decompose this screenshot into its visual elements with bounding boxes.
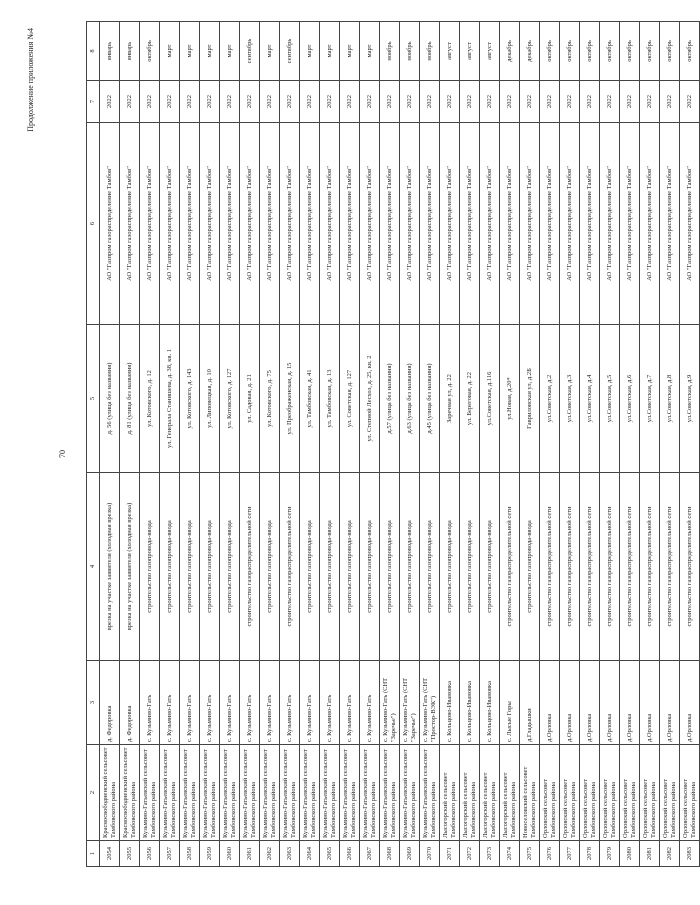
- organization-cell: АО "Газпром газораспределение Тамбов": [500, 123, 520, 325]
- address-cell: ул.Советская, д.4: [580, 325, 600, 473]
- district-cell: Кузьмино-Гатьевский сельсовет Тамбовского района: [320, 745, 340, 841]
- district-cell: Кузьмино-Гатьевский сельсовет Тамбовского района: [300, 745, 320, 841]
- organization-cell: АО "Газпром газораспределение Тамбов": [520, 123, 540, 325]
- row-number: 2054: [100, 841, 120, 867]
- locality-cell: д.Орловка: [600, 661, 620, 745]
- table-row: [420, 22, 440, 867]
- table-row: [560, 22, 580, 867]
- locality-cell: с. Кузьмино-Гать: [300, 661, 320, 745]
- gasification-table: [86, 21, 700, 867]
- row-number: 2082: [660, 841, 680, 867]
- address-cell: ул.Советская, д.5: [600, 325, 620, 473]
- table-row: [340, 22, 360, 867]
- district-cell: Кузьмино-Гатьевский сельсовет Тамбовского района: [360, 745, 380, 841]
- row-number: 2075: [520, 841, 540, 867]
- row-number: 2060: [220, 841, 240, 867]
- organization-cell: АО "Газпром газораспределение Тамбов": [120, 123, 140, 325]
- work-type-cell: строительство газораспределительной сети: [640, 473, 660, 661]
- address-cell: д. 81 (улица без названия): [120, 325, 140, 473]
- month-cell: ноябрь: [380, 22, 400, 81]
- month-cell: март: [160, 22, 180, 81]
- address-cell: ул.Советская, д.9: [680, 325, 700, 473]
- table-row: [600, 22, 620, 867]
- row-number: 2067: [360, 841, 380, 867]
- district-cell: Кузьмино-Гатьевский сельсовет Тамбовского района: [340, 745, 360, 841]
- year-cell: 2022: [340, 81, 360, 123]
- month-cell: март: [360, 22, 380, 81]
- year-cell: 2022: [620, 81, 640, 123]
- district-cell: Кузьмино-Гатьевский сельсовет Тамбовского района: [400, 745, 420, 841]
- district-cell: Орловский сельсовет Тамбовского района: [620, 745, 640, 841]
- work-type-cell: врезка на участке заявителя (холодная врезка): [100, 473, 120, 661]
- work-type-cell: строительство газопровода-ввода: [140, 473, 160, 661]
- table-row: [360, 22, 380, 867]
- work-type-cell: строительство газораспределительной сети: [580, 473, 600, 661]
- month-cell: октябрь: [680, 22, 700, 81]
- year-cell: 2022: [220, 81, 240, 123]
- address-cell: ул. Котовского, д. 75: [260, 325, 280, 473]
- district-cell: Лысогорский сельсовет Тамбовского района: [500, 745, 520, 841]
- work-type-cell: строительство газопровода-ввода: [200, 473, 220, 661]
- address-cell: ул. Котовского, д. 143: [180, 325, 200, 473]
- month-cell: январь: [100, 22, 120, 81]
- district-cell: Кузьмино-Гатьевский сельсовет Тамбовского района: [280, 745, 300, 841]
- locality-cell: д.Орловка: [680, 661, 700, 745]
- organization-cell: АО "Газпром газораспределение Тамбов": [260, 123, 280, 325]
- address-cell: ул.Новая, д.20*: [500, 325, 520, 473]
- locality-cell: с. Кузьмино-Гать: [180, 661, 200, 745]
- year-cell: 2022: [180, 81, 200, 123]
- address-cell: ул. Береговая, д. 22: [460, 325, 480, 473]
- table-row: [140, 22, 160, 867]
- address-cell: Гавриловская ул, д.2Б: [520, 325, 540, 473]
- address-cell: ул.Советская, д.2: [540, 325, 560, 473]
- month-cell: март: [220, 22, 240, 81]
- organization-cell: АО "Газпром газораспределение Тамбов": [140, 123, 160, 325]
- month-cell: ноябрь: [420, 22, 440, 81]
- district-cell: Красносвободненский сельсовет Тамбовского района: [120, 745, 140, 841]
- work-type-cell: строительство газораспределительной сети: [560, 473, 580, 661]
- district-cell: Кузьмино-Гатьевский сельсовет Тамбовского района: [200, 745, 220, 841]
- row-number: 2065: [320, 841, 340, 867]
- month-cell: октябрь: [640, 22, 660, 81]
- table-row: [100, 22, 120, 867]
- row-number: 2056: [140, 841, 160, 867]
- organization-cell: АО "Газпром газораспределение Тамбов": [240, 123, 260, 325]
- row-number: 2066: [340, 841, 360, 867]
- row-number: 2074: [500, 841, 520, 867]
- organization-cell: АО "Газпром газораспределение Тамбов": [300, 123, 320, 325]
- column-header: 7: [87, 81, 100, 123]
- work-type-cell: строительство газопровода-ввода: [160, 473, 180, 661]
- address-cell: ул. Степной Лесхоз, д. 25, кв. 2: [360, 325, 380, 473]
- locality-cell: с. Кузьмино-Гать: [200, 661, 220, 745]
- organization-cell: АО "Газпром газораспределение Тамбов": [620, 123, 640, 325]
- address-cell: ул.Советская, д.3: [560, 325, 580, 473]
- organization-cell: АО "Газпром газораспределение Тамбов": [180, 123, 200, 325]
- row-number: 2072: [460, 841, 480, 867]
- page-number: 70: [58, 450, 67, 458]
- address-cell: ул.Советская, д.8: [660, 325, 680, 473]
- district-cell: Орловский сельсовет Тамбовского района: [560, 745, 580, 841]
- row-number: 2073: [480, 841, 500, 867]
- work-type-cell: строительство газопровода-ввода: [180, 473, 200, 661]
- year-cell: 2022: [140, 81, 160, 123]
- locality-cell: с. Лысые Горы: [500, 661, 520, 745]
- year-cell: 2022: [320, 81, 340, 123]
- month-cell: сентябрь: [240, 22, 260, 81]
- column-header: 1: [87, 841, 100, 867]
- address-cell: ул. Липовецкая, д. 10: [200, 325, 220, 473]
- locality-cell: с. Кузьмино-Гать (СНТ "Простор-ВЭК"): [420, 661, 440, 745]
- table-row: [280, 22, 300, 867]
- district-cell: Лысогорский сельсовет Тамбовского района: [440, 745, 460, 841]
- year-cell: 2022: [360, 81, 380, 123]
- locality-cell: с. Кольцово-Ивановка: [440, 661, 460, 745]
- table-row: [520, 22, 540, 867]
- appendix-caption: Продолжение приложения №4: [26, 28, 35, 132]
- year-cell: 2022: [100, 81, 120, 123]
- organization-cell: АО "Газпром газораспределение Тамбов": [600, 123, 620, 325]
- year-cell: 2022: [260, 81, 280, 123]
- month-cell: март: [340, 22, 360, 81]
- work-type-cell: строительство газопровода-ввода: [420, 473, 440, 661]
- row-number: 2055: [120, 841, 140, 867]
- organization-cell: АО "Газпром газораспределение Тамбов": [660, 123, 680, 325]
- row-number: 2071: [440, 841, 460, 867]
- work-type-cell: строительство газораспределительной сети: [620, 473, 640, 661]
- district-cell: Орловский сельсовет Тамбовского района: [600, 745, 620, 841]
- locality-cell: д.Орловка: [660, 661, 680, 745]
- district-cell: Кузьмино-Гатьевский сельсовет Тамбовского района: [160, 745, 180, 841]
- row-number: 2069: [400, 841, 420, 867]
- work-type-cell: строительство газораспределительной сети: [680, 473, 700, 661]
- header-row: [87, 22, 100, 867]
- work-type-cell: строительство газопровода-ввода: [300, 473, 320, 661]
- row-number: 2059: [200, 841, 220, 867]
- year-cell: 2022: [440, 81, 460, 123]
- table-row: [680, 22, 700, 867]
- address-cell: ул.Советская, д.6: [620, 325, 640, 473]
- work-type-cell: строительство газопровода-ввода: [520, 473, 540, 661]
- locality-cell: с. Кузьмино-Гать: [140, 661, 160, 745]
- locality-cell: с. Кузьмино-Гать: [220, 661, 240, 745]
- month-cell: март: [180, 22, 200, 81]
- month-cell: октябрь: [600, 22, 620, 81]
- locality-cell: с. Кузьмино-Гать: [260, 661, 280, 745]
- work-type-cell: строительство газораспределительной сети: [280, 473, 300, 661]
- locality-cell: д. Федоровка: [120, 661, 140, 745]
- locality-cell: с. Кузьмино-Гать: [320, 661, 340, 745]
- work-type-cell: врезка на участке заявителя (холодная врезка): [120, 473, 140, 661]
- district-cell: Орловский сельсовет Тамбовского района: [660, 745, 680, 841]
- table-row: [440, 22, 460, 867]
- month-cell: октябрь: [580, 22, 600, 81]
- row-number: 2078: [580, 841, 600, 867]
- table-row: [460, 22, 480, 867]
- work-type-cell: строительство газораспределительной сети: [240, 473, 260, 661]
- table-row: [480, 22, 500, 867]
- address-cell: ул. Тамбовская, д. 41: [300, 325, 320, 473]
- address-cell: ул. Тамбовская, д. 13: [320, 325, 340, 473]
- district-cell: Орловский сельсовет Тамбовского района: [540, 745, 560, 841]
- work-type-cell: строительство газопровода-ввода: [360, 473, 380, 661]
- organization-cell: АО "Газпром газораспределение Тамбов": [100, 123, 120, 325]
- year-cell: 2022: [640, 81, 660, 123]
- year-cell: 2022: [600, 81, 620, 123]
- month-cell: март: [320, 22, 340, 81]
- organization-cell: АО "Газпром газораспределение Тамбов": [640, 123, 660, 325]
- address-cell: д.63 (улица без названия): [400, 325, 420, 473]
- address-cell: д.45 (улица без названия): [420, 325, 440, 473]
- locality-cell: с. Кузьмино-Гать: [160, 661, 180, 745]
- work-type-cell: строительство газораспределительной сети: [600, 473, 620, 661]
- row-number: 2070: [420, 841, 440, 867]
- locality-cell: д.Орловка: [560, 661, 580, 745]
- table-row: [180, 22, 200, 867]
- year-cell: 2022: [660, 81, 680, 123]
- row-number: 2079: [600, 841, 620, 867]
- locality-cell: с. Кузьмино-Гать: [280, 661, 300, 745]
- organization-cell: АО "Газпром газораспределение Тамбов": [580, 123, 600, 325]
- year-cell: 2022: [560, 81, 580, 123]
- district-cell: Новоселовский сельсовет Тамбовского района: [520, 745, 540, 841]
- locality-cell: с. Кузьмино-Гать: [340, 661, 360, 745]
- work-type-cell: строительство газопровода-ввода: [220, 473, 240, 661]
- month-cell: декабрь: [520, 22, 540, 81]
- year-cell: 2022: [240, 81, 260, 123]
- locality-cell: д.Орловка: [540, 661, 560, 745]
- district-cell: Кузьмино-Гатьевский сельсовет Тамбовского района: [140, 745, 160, 841]
- address-cell: ул. Генерала Станишева, д. 38, кв. 1: [160, 325, 180, 473]
- year-cell: 2022: [580, 81, 600, 123]
- month-cell: март: [200, 22, 220, 81]
- locality-cell: д.Орловка: [620, 661, 640, 745]
- column-header: 5: [87, 325, 100, 473]
- table-row: [200, 22, 220, 867]
- district-cell: Орловский сельсовет Тамбовского района: [640, 745, 660, 841]
- work-type-cell: строительство газопровода-ввода: [260, 473, 280, 661]
- row-number: 2058: [180, 841, 200, 867]
- address-cell: ул. Котовского, д. 127: [220, 325, 240, 473]
- organization-cell: АО "Газпром газораспределение Тамбов": [680, 123, 700, 325]
- organization-cell: АО "Газпром газораспределение Тамбов": [340, 123, 360, 325]
- district-cell: Кузьмино-Гатьевский сельсовет Тамбовского района: [220, 745, 240, 841]
- organization-cell: АО "Газпром газораспределение Тамбов": [420, 123, 440, 325]
- organization-cell: АО "Газпром газораспределение Тамбов": [200, 123, 220, 325]
- locality-cell: с. Кузьмино-Гать (СНТ "Заречье"): [380, 661, 400, 745]
- row-number: 2064: [300, 841, 320, 867]
- month-cell: октябрь: [620, 22, 640, 81]
- work-type-cell: строительство газораспределительной сети: [660, 473, 680, 661]
- month-cell: август: [460, 22, 480, 81]
- organization-cell: АО "Газпром газораспределение Тамбов": [320, 123, 340, 325]
- table-row: [220, 22, 240, 867]
- table-row: [300, 22, 320, 867]
- work-type-cell: строительство газопровода-ввода: [320, 473, 340, 661]
- table-row: [500, 22, 520, 867]
- address-cell: ул. Котовского, д. 12: [140, 325, 160, 473]
- year-cell: 2022: [420, 81, 440, 123]
- organization-cell: АО "Газпром газораспределение Тамбов": [540, 123, 560, 325]
- organization-cell: АО "Газпром газораспределение Тамбов": [280, 123, 300, 325]
- table-row: [380, 22, 400, 867]
- month-cell: январь: [120, 22, 140, 81]
- table-row: [400, 22, 420, 867]
- organization-cell: АО "Газпром газораспределение Тамбов": [160, 123, 180, 325]
- locality-cell: д.Гладышки: [520, 661, 540, 745]
- district-cell: Кузьмино-Гатьевский сельсовет Тамбовского района: [240, 745, 260, 841]
- month-cell: март: [300, 22, 320, 81]
- organization-cell: АО "Газпром газораспределение Тамбов": [440, 123, 460, 325]
- address-cell: ул. Преображенская, д. 15: [280, 325, 300, 473]
- month-cell: октябрь: [660, 22, 680, 81]
- month-cell: ноябрь: [400, 22, 420, 81]
- district-cell: Орловский сельсовет Тамбовского района: [580, 745, 600, 841]
- month-cell: август: [440, 22, 460, 81]
- table-row: [580, 22, 600, 867]
- row-number: 2063: [280, 841, 300, 867]
- month-cell: август: [480, 22, 500, 81]
- month-cell: октябрь: [140, 22, 160, 81]
- address-cell: Заречная ул, д. 22: [440, 325, 460, 473]
- year-cell: 2022: [680, 81, 700, 123]
- work-type-cell: строительство газопровода-ввода: [380, 473, 400, 661]
- address-cell: ул.Советская, д.116: [480, 325, 500, 473]
- column-header: 4: [87, 473, 100, 661]
- month-cell: октябрь: [540, 22, 560, 81]
- district-cell: Кузьмино-Гатьевский сельсовет Тамбовского района: [260, 745, 280, 841]
- locality-cell: с. Кольцово-Ивановка: [460, 661, 480, 745]
- address-cell: ул. Советская, д. 127: [340, 325, 360, 473]
- table-row: [320, 22, 340, 867]
- year-cell: 2022: [160, 81, 180, 123]
- district-cell: Красносвободненский сельсовет Тамбовского района: [100, 745, 120, 841]
- year-cell: 2022: [400, 81, 420, 123]
- table-row: [620, 22, 640, 867]
- year-cell: 2022: [300, 81, 320, 123]
- work-type-cell: строительство газопровода-ввода: [480, 473, 500, 661]
- row-number: 2077: [560, 841, 580, 867]
- address-cell: ул. Садовая, д. 21: [240, 325, 260, 473]
- row-number: 2083: [680, 841, 700, 867]
- year-cell: 2022: [460, 81, 480, 123]
- district-cell: Лысогорский сельсовет Тамбовского района: [460, 745, 480, 841]
- table-row: [160, 22, 180, 867]
- year-cell: 2022: [380, 81, 400, 123]
- table-row: [240, 22, 260, 867]
- work-type-cell: строительство газопровода-ввода: [400, 473, 420, 661]
- row-number: 2080: [620, 841, 640, 867]
- organization-cell: АО "Газпром газораспределение Тамбов": [380, 123, 400, 325]
- address-cell: д.57 (улица без названия): [380, 325, 400, 473]
- row-number: 2057: [160, 841, 180, 867]
- organization-cell: АО "Газпром газораспределение Тамбов": [480, 123, 500, 325]
- district-cell: Лысогорский сельсовет Тамбовского района: [480, 745, 500, 841]
- district-cell: Орловский сельсовет Тамбовского района: [680, 745, 700, 841]
- column-header: 3: [87, 661, 100, 745]
- year-cell: 2022: [280, 81, 300, 123]
- column-header: 8: [87, 22, 100, 81]
- month-cell: октябрь: [560, 22, 580, 81]
- row-number: 2061: [240, 841, 260, 867]
- row-number: 2062: [260, 841, 280, 867]
- work-type-cell: строительство газораспределительной сети: [540, 473, 560, 661]
- month-cell: сентябрь: [280, 22, 300, 81]
- work-type-cell: строительство газопровода-ввода: [460, 473, 480, 661]
- locality-cell: с. Кузьмино-Гать (СНТ "Заречье"): [400, 661, 420, 745]
- table-row: [640, 22, 660, 867]
- organization-cell: АО "Газпром газораспределение Тамбов": [360, 123, 380, 325]
- locality-cell: с. Кузьмино-Гать: [240, 661, 260, 745]
- row-number: 2081: [640, 841, 660, 867]
- organization-cell: АО "Газпром газораспределение Тамбов": [220, 123, 240, 325]
- locality-cell: д.Орловка: [640, 661, 660, 745]
- row-number: 2076: [540, 841, 560, 867]
- year-cell: 2022: [540, 81, 560, 123]
- table-row: [260, 22, 280, 867]
- month-cell: декабрь: [500, 22, 520, 81]
- address-cell: ул.Советская, д.7: [640, 325, 660, 473]
- year-cell: 2022: [120, 81, 140, 123]
- locality-cell: д. Федоровка: [100, 661, 120, 745]
- locality-cell: с. Кольцово-Ивановка: [480, 661, 500, 745]
- work-type-cell: строительство газораспределительной сети: [500, 473, 520, 661]
- organization-cell: АО "Газпром газораспределение Тамбов": [400, 123, 420, 325]
- work-type-cell: строительство газопровода-ввода: [340, 473, 360, 661]
- organization-cell: АО "Газпром газораспределение Тамбов": [560, 123, 580, 325]
- table-body: [100, 22, 700, 867]
- year-cell: 2022: [520, 81, 540, 123]
- row-number: 2068: [380, 841, 400, 867]
- locality-cell: д.Орловка: [580, 661, 600, 745]
- address-cell: д. 56 (улица без названия): [100, 325, 120, 473]
- column-header: 6: [87, 123, 100, 325]
- column-header: 2: [87, 745, 100, 841]
- district-cell: Кузьмино-Гатьевский сельсовет Тамбовского района: [380, 745, 400, 841]
- month-cell: март: [260, 22, 280, 81]
- year-cell: 2022: [500, 81, 520, 123]
- table-row: [120, 22, 140, 867]
- table-row: [540, 22, 560, 867]
- district-cell: Кузьмино-Гатьевский сельсовет Тамбовского района: [180, 745, 200, 841]
- locality-cell: с. Кузьмино-Гать: [360, 661, 380, 745]
- year-cell: 2022: [200, 81, 220, 123]
- year-cell: 2022: [480, 81, 500, 123]
- table-row: [660, 22, 680, 867]
- district-cell: Кузьмино-Гатьевский сельсовет Тамбовского района: [420, 745, 440, 841]
- work-type-cell: строительство газопровода-ввода: [440, 473, 460, 661]
- organization-cell: АО "Газпром газораспределение Тамбов": [460, 123, 480, 325]
